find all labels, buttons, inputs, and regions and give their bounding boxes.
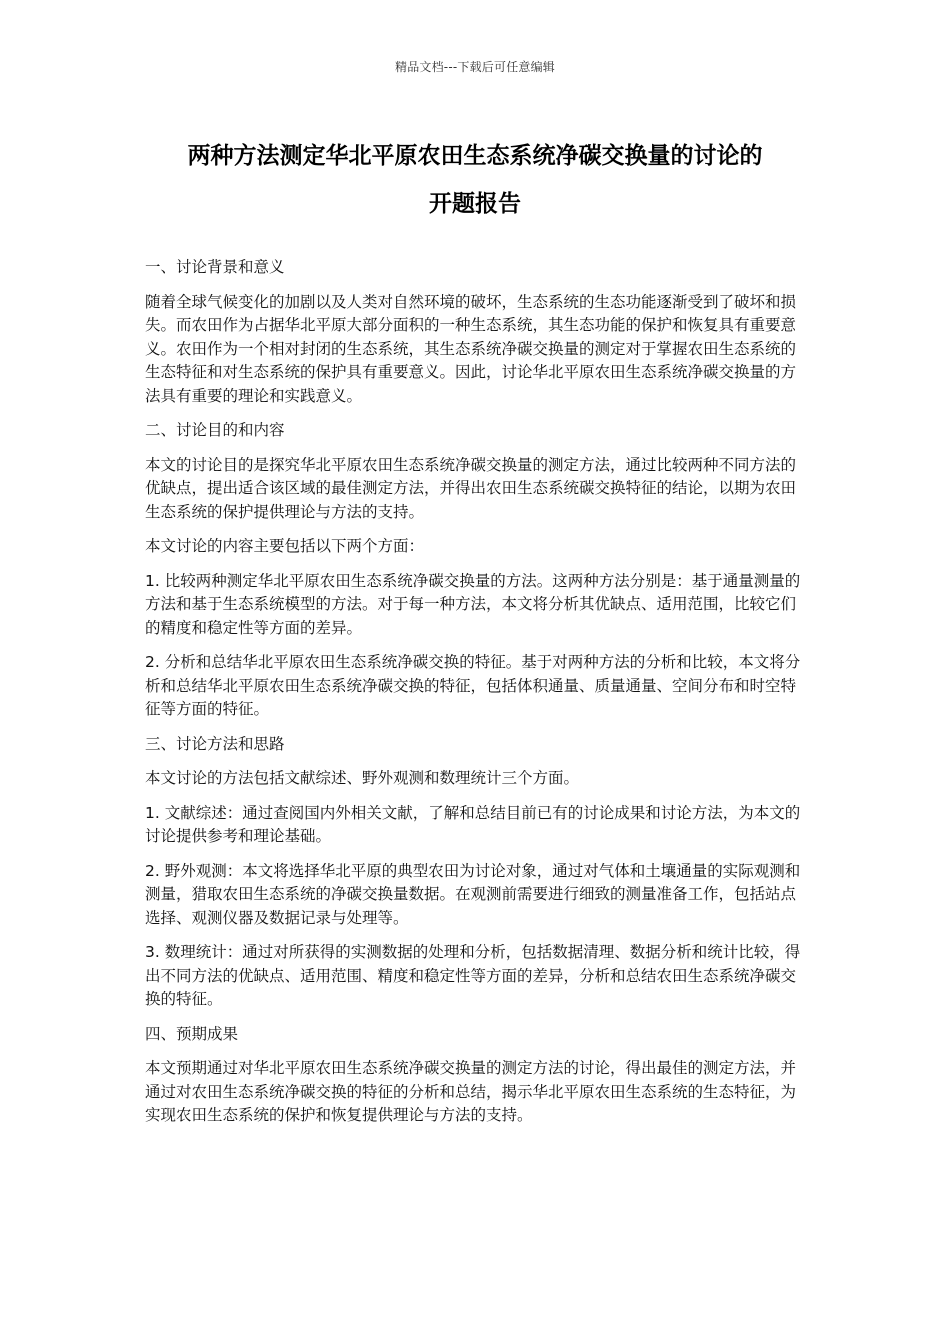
paragraph: 随着全球气候变化的加剧以及人类对自然环境的破坏，生态系统的生态功能逐渐受到了破坏和损失。而农田作为占据华北平原大部分面积的一种生态系统，其生态功能的保护和恢复具有重要意义。农田作为一个相对封闭的生态系统，其生态系统净碳交换量的测定对于掌握农田生态系统的生态特征和对生态系统的保护具有重要意义。因此，讨论华北平原农田生态系统净碳交换量的方法具有重要的理论和实践意义。 [145, 292, 797, 405]
title-line-1: 两种方法测定华北平原农田生态系统净碳交换量的讨论的 [187, 143, 763, 169]
list-item: 1. 比较两种测定华北平原农田生态系统净碳交换量的方法。这两种方法分别是：基于通量测量的方法和基于生态系统模型的方法。对于每一种方法，本文将分析其优缺点、适用范围，比较它们的精度和稳定性等方面的差异。 [145, 571, 801, 637]
section-heading: 四、预期成果 [145, 1024, 239, 1043]
document-title [140, 132, 810, 228]
list-item: 1. 文献综述：通过查阅国内外相关文献，了解和总结目前已有的讨论成果和讨论方法，为本文的讨论提供参考和理论基础。 [145, 803, 801, 845]
list-item: 2. 野外观测：本文将选择华北平原的典型农田为讨论对象，通过对气体和土壤通量的实际观测和测量，猎取农田生态系统的净碳交换量数据。在观测前需要进行细致的测量准备工作，包括站点选择、观测仪器及数据记录与处理等。 [145, 861, 801, 927]
paragraph: 本文预期通过对华北平原农田生态系统净碳交换量的测定方法的讨论，得出最佳的测定方法，并通过对农田生态系统净碳交换的特征的分析和总结，揭示华北平原农田生态系统的生态特征，为实现农田生态系统的保护和恢复提供理论与方法的支持。 [145, 1059, 797, 1124]
list-item: 2. 分析和总结华北平原农田生态系统净碳交换的特征。基于对两种方法的分析和比较，本文将分析和总结华北平原农田生态系统净碳交换的特征，包括体积通量、质量通量、空间分布和时空特征等方面的特征。 [145, 653, 801, 718]
title-line-2: 开题报告 [429, 191, 521, 217]
section-heading: 二、讨论目的和内容 [145, 421, 285, 439]
paragraph: 本文的讨论目的是探究华北平原农田生态系统净碳交换量的测定方法，通过比较两种不同方法的优缺点，提出适合该区域的最佳测定方法，并得出农田生态系统碳交换特征的结论，以期为农田生态系统的保护提供理论与方法的支持。 [145, 455, 797, 521]
paragraph: 本文讨论的方法包括文献综述、野外观测和数理统计三个方面。 [145, 769, 580, 787]
section-heading: 三、讨论方法和思路 [145, 734, 285, 753]
list-item: 3. 数理统计：通过对所获得的实测数据的处理和分析，包括数据清理、数据分析和统计比较，得出不同方法的优缺点、适用范围、精度和稳定性等方面的差异，分析和总结农田生态系统净碳交换的特征。 [145, 943, 801, 1008]
section-heading: 一、讨论背景和意义 [145, 258, 285, 276]
paragraph: 本文讨论的内容主要包括以下两个方面： [145, 537, 425, 555]
page-header: 精品文档---下载后可任意编辑 [395, 60, 555, 74]
document-body [145, 256, 807, 1139]
